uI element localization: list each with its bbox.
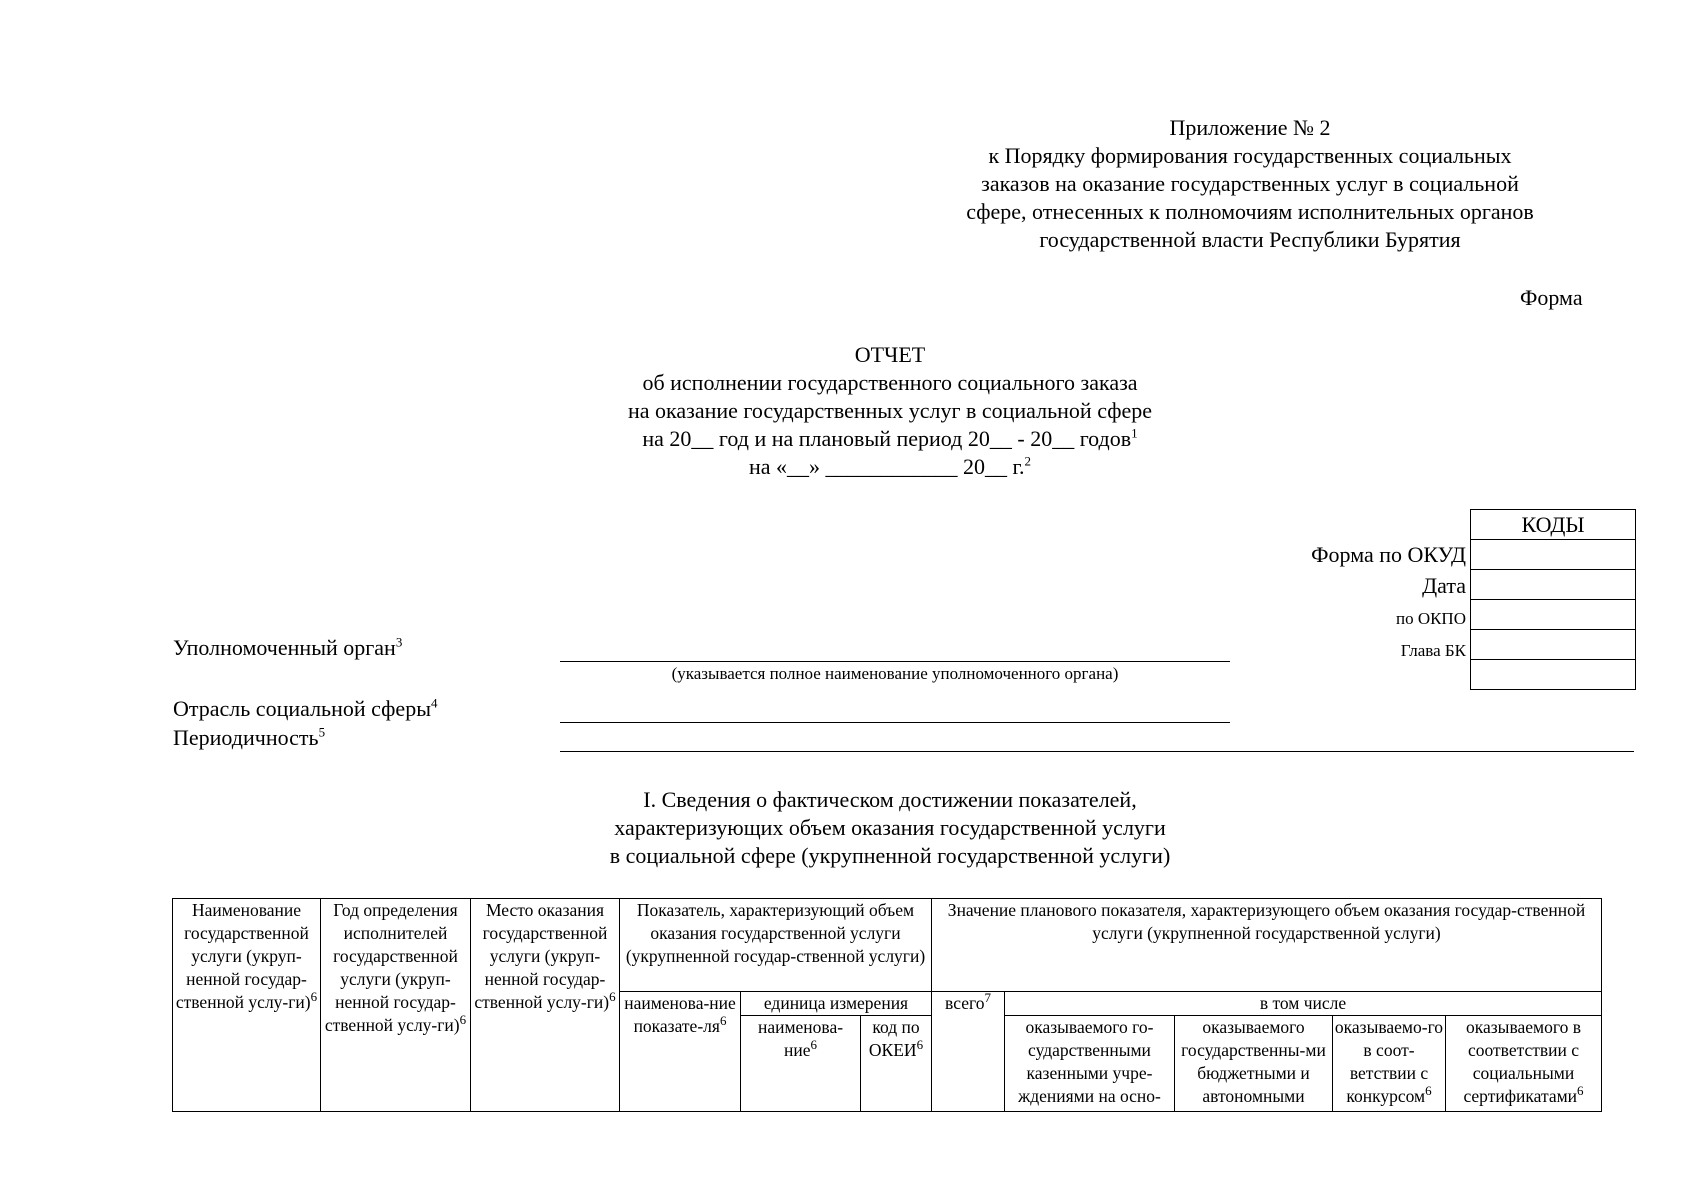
col-competition-text: оказываемо-го в соот-ветствии с конкурсом: [1334, 1017, 1444, 1106]
col-service-name: [173, 899, 321, 1112]
appendix-line: государственной власти Республики Бурятия: [1039, 227, 1461, 252]
footnote-mark: 6: [719, 1013, 727, 1029]
footnote-mark: 4: [430, 695, 438, 711]
col-okei-text: код по ОКЕИ: [868, 1017, 920, 1060]
col-year-text: Год определения исполнителей государственной услуги (укруп-ненной государ-ственной услу-ги): [324, 900, 460, 1035]
authority-label-text: Уполномоченный орган: [173, 635, 396, 660]
footnote-mark: 6: [459, 1012, 467, 1028]
okud-code-cell[interactable]: [1471, 540, 1636, 570]
codes-header: КОДЫ: [1471, 510, 1636, 540]
col-plan-group: Значение планового показателя, характеризующего объем оказания государ-ственной услуги (укрупненной государственной услуги): [932, 899, 1602, 992]
report-title: ОТЧЕТ: [854, 342, 926, 367]
col-competition: [1333, 1016, 1446, 1112]
extra-code-cell[interactable]: [1471, 660, 1636, 690]
col-including: в том числе: [1005, 992, 1602, 1016]
report-date-line: [520, 453, 1260, 481]
authority-hint: (указывается полное наименование уполномоченного органа): [671, 664, 1119, 683]
footnote-mark: 7: [984, 991, 991, 1006]
col-budget-inst: оказываемого государственны-ми бюджетными и автономными: [1175, 1016, 1333, 1112]
okpo-code-cell[interactable]: [1471, 600, 1636, 630]
authority-input-line[interactable]: [560, 661, 1230, 662]
sector-label-text: Отрасль социальной сферы: [173, 696, 431, 721]
col-okei: [861, 1016, 932, 1112]
appendix-line: сфере, отнесенных к полномочиям исполнительных органов: [966, 199, 1534, 224]
col-place: [471, 899, 620, 1112]
section1-line: в социальной сфере (укрупненной государственной услуги): [609, 843, 1171, 868]
okpo-label: по ОКПО: [1395, 609, 1466, 628]
sector-input-line[interactable]: [560, 722, 1230, 723]
appendix-line: заказов на оказание государственных услуг в социальной: [981, 171, 1519, 196]
periodicity-label: [173, 725, 325, 751]
col-certificates: [1446, 1016, 1602, 1112]
col-place-text: Место оказания государственной услуги (укруп-ненной государ-ственной услу-ги): [474, 900, 610, 1012]
codes-table: [1470, 509, 1636, 690]
form-label: Форма: [1520, 285, 1583, 310]
appendix-title: Приложение № 2: [1169, 115, 1331, 140]
col-indicator-group: Показатель, характеризующий объем оказания государственной услуги (укрупненной государ-ственной услуги): [620, 899, 932, 992]
col-unit-name: [741, 1016, 861, 1112]
bk-code-cell[interactable]: [1471, 630, 1636, 660]
report-line: об исполнении государственного социального заказа: [642, 370, 1138, 395]
sector-label: [173, 696, 437, 722]
footnote-mark: 6: [1577, 1083, 1584, 1099]
report-date-text: на «__» ____________ 20__ г.: [748, 454, 1025, 479]
footnote-mark: 6: [1425, 1083, 1432, 1099]
col-service-name-text: Наименование государственной услуги (укруп-ненной государ-ственной услу-ги): [175, 900, 311, 1012]
appendix-line: к Порядку формирования государственных социальных: [988, 143, 1512, 168]
footnote-mark: 6: [310, 989, 318, 1005]
indicators-table: [172, 898, 1602, 1112]
col-indicator-name: [620, 992, 741, 1112]
okud-label: Форма по ОКУД: [1311, 542, 1466, 567]
periodicity-label-text: Периодичность: [173, 725, 319, 750]
footnote-mark: 6: [609, 989, 616, 1005]
bk-label: Глава БК: [1400, 641, 1466, 660]
footnote-mark: 6: [916, 1037, 924, 1053]
footnote-mark: 6: [810, 1037, 817, 1053]
footnote-mark: 5: [318, 724, 326, 740]
col-total: [932, 992, 1005, 1112]
section1-title: [520, 786, 1260, 870]
report-line: на оказание государственных услуг в социальной сфере: [627, 398, 1153, 423]
report-title-block: [520, 341, 1260, 481]
section1-line: I. Сведения о фактическом достижении показателей,: [643, 787, 1137, 812]
periodicity-input-line[interactable]: [560, 751, 1634, 752]
authority-label: [173, 635, 402, 661]
col-state-inst: оказываемого го-сударственными казенными учре-ждениями на осно-: [1005, 1016, 1175, 1112]
date-label: Дата: [1422, 573, 1466, 598]
report-period-text: на 20__ год и на плановый период 20__ - 20__ годов: [642, 426, 1132, 451]
col-indicator-name-text: наименова-ние показате-ля: [624, 993, 736, 1036]
col-year: [321, 899, 471, 1112]
footnote-mark: 2: [1024, 453, 1032, 469]
col-certificates-text: оказываемого в соответствии с социальными сертификатами: [1463, 1017, 1581, 1106]
date-code-cell[interactable]: [1471, 570, 1636, 600]
report-period-line: [520, 425, 1260, 453]
col-unit-name-text: наименова-ние: [757, 1017, 844, 1060]
col-total-text: всего: [945, 993, 985, 1013]
footnote-mark: 1: [1131, 425, 1138, 441]
appendix-block: [920, 114, 1580, 254]
col-unit-group: единица измерения: [741, 992, 932, 1016]
section1-line: характеризующих объем оказания государственной услуги: [614, 815, 1166, 840]
footnote-mark: 3: [395, 634, 403, 650]
